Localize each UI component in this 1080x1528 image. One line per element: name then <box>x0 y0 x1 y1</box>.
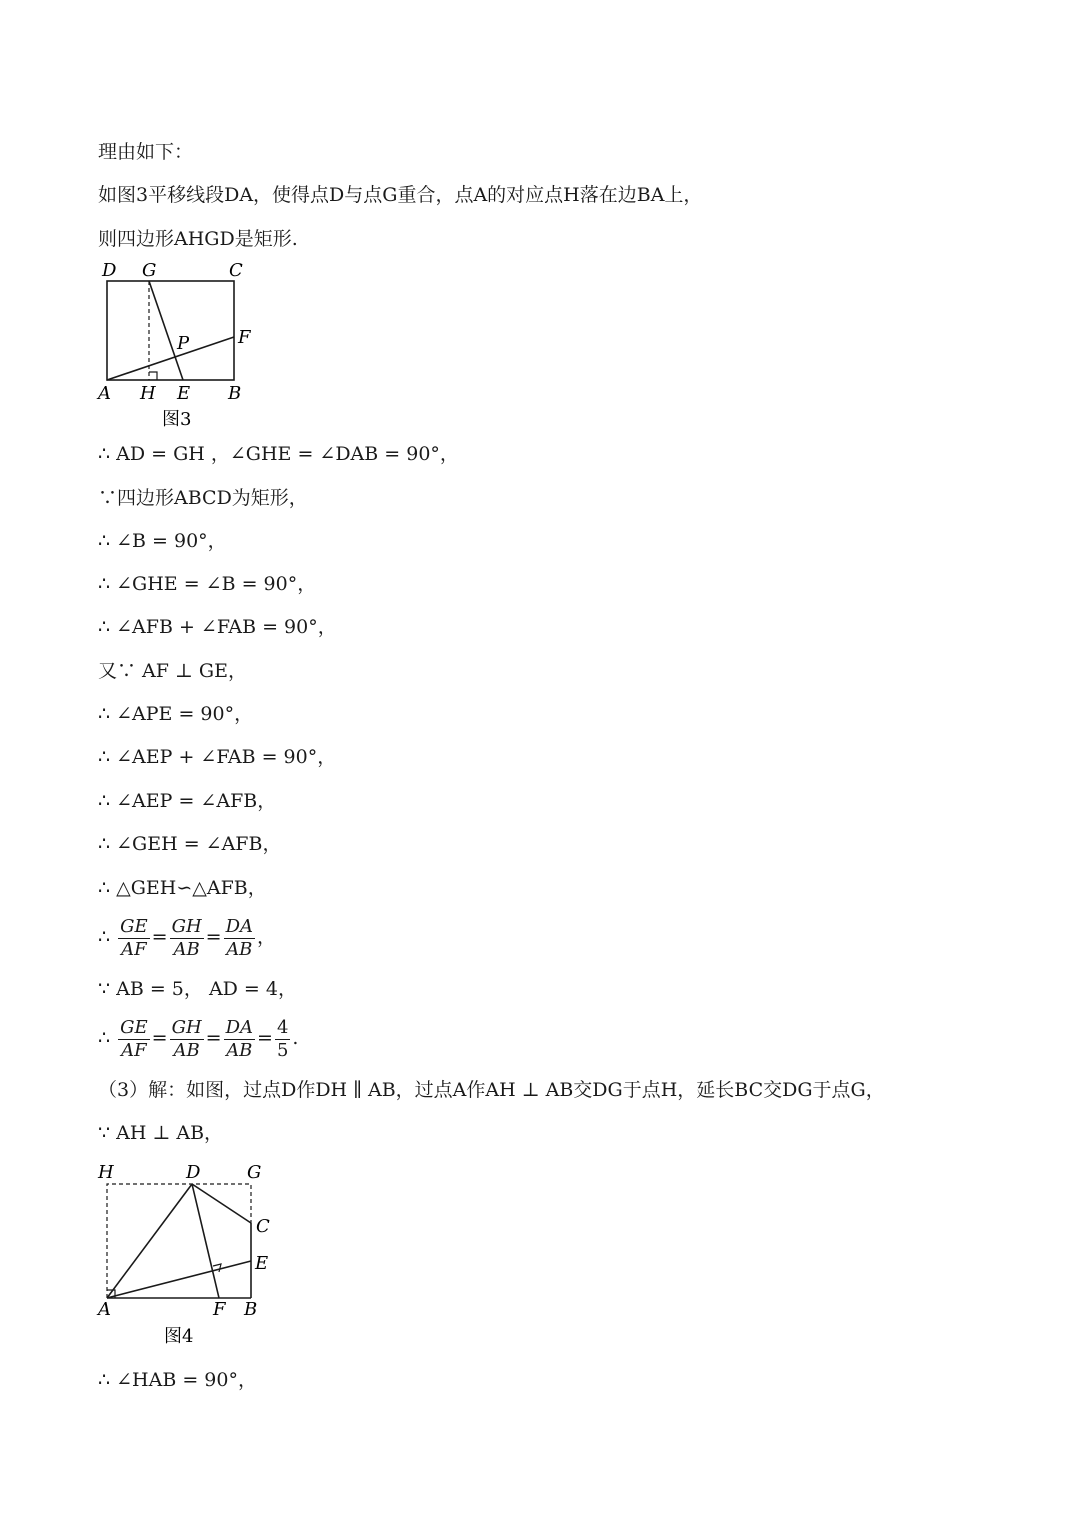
equals-sign: = <box>257 1027 273 1049</box>
text-line-19: ∵ AH ⊥ AB， <box>98 1122 224 1144</box>
numerator: GE <box>120 1016 148 1038</box>
equals-sign: = <box>151 1027 168 1049</box>
label-d: D <box>102 260 117 281</box>
equals-sign: = <box>205 926 222 948</box>
denominator: AB <box>170 1039 204 1062</box>
label-a: A <box>98 383 111 404</box>
label-g: G <box>247 1162 262 1183</box>
text-line-8: ∴ ∠AFB + ∠FAB = 90°， <box>98 616 337 638</box>
figure-4 <box>92 1156 282 1360</box>
text-line-11: ∴ ∠AEP + ∠FAB = 90°， <box>98 746 337 768</box>
segment-df <box>192 1184 219 1298</box>
label-p: P <box>177 333 190 354</box>
numerator: DA <box>225 1016 254 1038</box>
fraction-4-5 <box>275 1017 290 1062</box>
denominator: AF <box>118 938 150 961</box>
text-line-9: 又∵ AF ⊥ GE， <box>98 660 247 682</box>
numerator: GH <box>171 915 202 937</box>
fraction-ge-af <box>118 916 150 961</box>
text-line-20: ∴ ∠HAB = 90°， <box>98 1369 257 1391</box>
fraction-gh-ab <box>170 1017 204 1062</box>
denominator: AF <box>118 1039 150 1062</box>
equals-sign: = <box>151 926 168 948</box>
therefore-symbol: ∴ <box>98 926 111 948</box>
label-c: C <box>256 1216 270 1237</box>
text-line-16: ∵ AB = 5， AD = 4， <box>98 978 297 1000</box>
text-line-18: （3）解：如图，过点D作DH ∥ AB，过点A作AH ⊥ AB交DG于点H，延长BC交DG于点G， <box>98 1079 885 1101</box>
numerator: DA <box>225 915 254 937</box>
rect-abcd <box>107 281 234 380</box>
text-line-7: ∴ ∠GHE = ∠B = 90°， <box>98 573 317 595</box>
right-angle-mark-h <box>149 372 157 380</box>
therefore-symbol: ∴ <box>98 1027 111 1049</box>
label-h: H <box>98 1162 114 1183</box>
text-line-2: 如图3平移线段DA，使得点D与点G重合，点A的对应点H落在边BA上， <box>98 184 703 206</box>
fraction-ge-af <box>118 1017 150 1062</box>
fraction-da-ab <box>224 1017 255 1062</box>
label-b: B <box>244 1299 258 1320</box>
label-b: B <box>228 383 242 404</box>
segment-ad <box>107 1184 192 1298</box>
denominator: 5 <box>276 1039 289 1061</box>
fraction-equation-2 <box>98 1015 298 1062</box>
text-line-1: 理由如下： <box>98 141 194 163</box>
denominator: AB <box>170 938 204 961</box>
text-line-13: ∴ ∠GEH = ∠AFB， <box>98 833 282 855</box>
text-line-14: ∴ △GEH∽△AFB， <box>98 877 267 899</box>
denominator: AB <box>224 1039 255 1062</box>
fraction-da-ab <box>224 916 255 961</box>
numerator: GH <box>171 1016 202 1038</box>
segment-cd <box>192 1184 251 1223</box>
text-line-3: 则四边形AHGD是矩形. <box>98 228 298 250</box>
period: . <box>292 1027 299 1049</box>
fraction-equation-1 <box>98 914 276 961</box>
label-e: E <box>255 1253 269 1274</box>
label-d: D <box>186 1162 201 1183</box>
text-line-6: ∴ ∠B = 90°， <box>98 530 227 552</box>
text-line-10: ∴ ∠APE = 90°， <box>98 703 254 725</box>
label-c: C <box>229 260 243 281</box>
label-a: A <box>98 1299 111 1320</box>
label-g: G <box>142 260 157 281</box>
numerator: GE <box>120 915 148 937</box>
text-line-4: ∴ AD = GH ，∠GHE = ∠DAB = 90°， <box>98 443 459 465</box>
label-f: F <box>213 1299 226 1320</box>
figure-4-caption: 图4 <box>164 1326 194 1347</box>
text-line-12: ∴ ∠AEP = ∠AFB， <box>98 790 277 812</box>
figure-3 <box>92 256 262 440</box>
figure-3-caption: 图3 <box>162 409 192 430</box>
denominator: AB <box>224 938 255 961</box>
fraction-gh-ab <box>170 916 204 961</box>
segment-ge <box>149 281 183 380</box>
figure-3-diagram <box>92 256 262 436</box>
text-line-5: ∵四边形ABCD为矩形， <box>98 487 308 509</box>
figure-4-diagram <box>92 1156 282 1356</box>
comma: ， <box>257 926 277 948</box>
equals-sign: = <box>205 1027 222 1049</box>
segment-ae <box>107 1261 251 1298</box>
label-f: F <box>238 327 251 348</box>
numerator: 4 <box>276 1016 289 1038</box>
label-e: E <box>177 383 191 404</box>
label-h: H <box>140 383 156 404</box>
